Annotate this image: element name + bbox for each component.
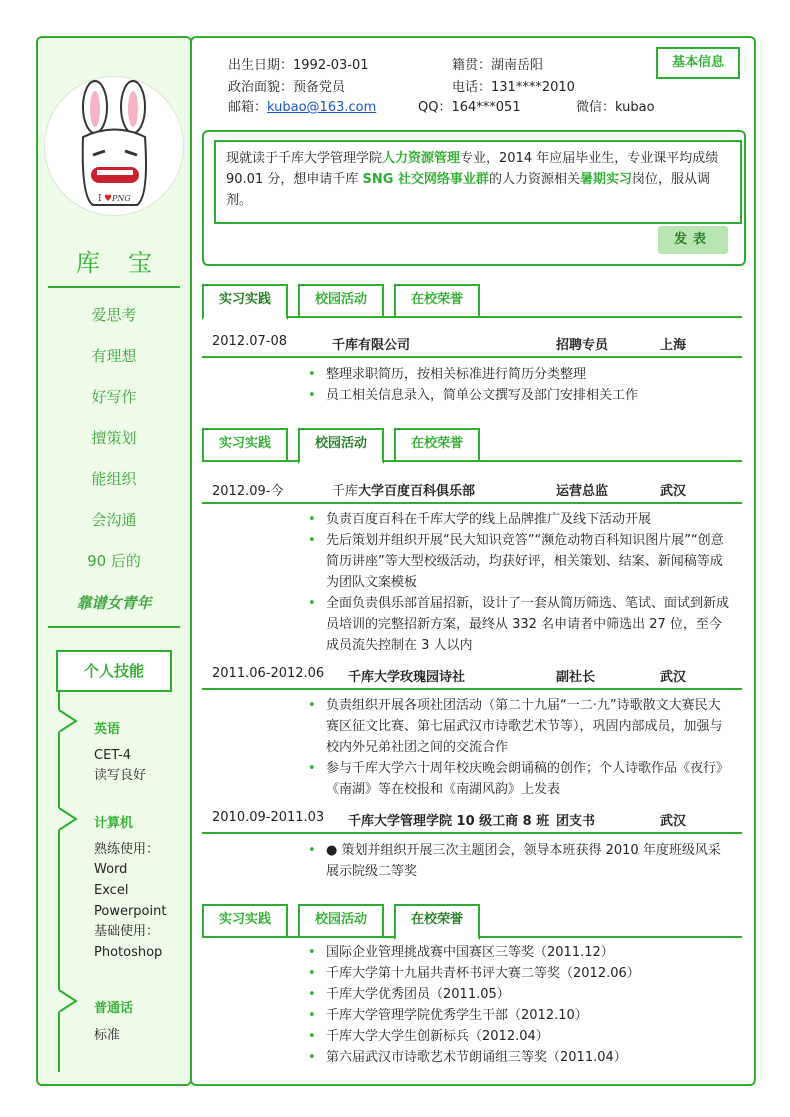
org-prefix: 千库: [332, 484, 359, 499]
trait: 擅策划: [91, 429, 137, 447]
email-row: [228, 96, 376, 115]
tab-campus[interactable]: 校园活动: [298, 284, 384, 318]
list-item: • ● 策划并组织开展三次主题团会，领导本班获得 2010 年度班级风采展示院级二等奖: [304, 840, 732, 882]
skills-title: 个人技能: [56, 650, 172, 692]
org-name: 大学百度百科俱乐部: [358, 484, 476, 499]
list-item: • 国际企业管理挑战赛中国赛区三等奖（2011.12）: [304, 942, 732, 963]
skill-line: 标准: [94, 1028, 121, 1043]
email-label: 邮箱：: [228, 100, 268, 115]
list-item: • 全面负责俱乐部首届招新，设计了一套从简历筛选、笔试、面试到新成员培训的完整招新方案，最终从 332 名申请者中筛选出 27 位，至今成员流失控制在 3 人以内: [304, 593, 732, 656]
skill-line: 基础使用：: [94, 924, 160, 939]
summary-part: 岗位，服从调剂。: [226, 172, 710, 208]
tab-internship[interactable]: 实习实践: [202, 904, 288, 938]
svg-text:♥: ♥: [104, 194, 113, 204]
trait: 能组织: [91, 470, 137, 488]
motto: 靠谱女青年: [76, 594, 152, 612]
publish-button[interactable]: 发表: [658, 226, 728, 254]
entry-date: 2012.09-今: [212, 484, 284, 499]
list-item: • 千库大学管理学院优秀学生干部（2012.10）: [304, 1005, 732, 1026]
entry-org: 千库大学管理学院 10 级工商 8 班: [348, 814, 550, 829]
entry-location: 武汉: [660, 670, 687, 685]
skill-line: Word: [94, 862, 128, 877]
entry-location: 武汉: [660, 484, 687, 499]
timeline-line: [58, 690, 60, 710]
entry-role: 团支书: [556, 814, 596, 829]
entry-underline: [202, 688, 742, 690]
tab-honors[interactable]: 在校荣誉: [394, 428, 480, 462]
entry-role: 招聘专员: [556, 338, 609, 353]
entry-org: 千库有限公司: [332, 338, 411, 353]
svg-text:PNG: PNG: [112, 194, 131, 203]
divider: [48, 626, 180, 628]
bullet-list: [304, 509, 732, 656]
list-item: • 参与千库大学六十周年校庆晚会朗诵稿的创作；个人诗歌作品《夜行》《南湖》等在校报和《南湖风韵》上发表: [304, 758, 732, 800]
profile-name: 库宝: [76, 249, 180, 277]
chevron-right-icon: [58, 710, 88, 732]
entry-underline: [202, 356, 742, 358]
tab-honors[interactable]: 在校荣誉: [394, 904, 480, 940]
bullet-list: [304, 364, 732, 406]
list-item: • 第六届武汉市诗歌艺术节朗诵组三等奖（2011.04）: [304, 1047, 732, 1068]
skill-line: Photoshop: [94, 945, 163, 960]
wechat: 微信：kubao: [576, 100, 655, 115]
qq: QQ：164***051: [418, 100, 521, 115]
summary-highlight: 暑期实习: [579, 172, 632, 187]
chevron-right-icon: [58, 808, 88, 830]
phone: 电话：131****2010: [452, 80, 575, 95]
skill-heading: 普通话: [94, 1001, 134, 1016]
section-tabs-campus: [202, 428, 742, 462]
skill-line: Powerpoint: [94, 904, 167, 919]
email-link[interactable]: kubao@163.com: [267, 100, 377, 115]
entry-date: 2012.07-08: [212, 334, 287, 349]
sidebar: [36, 36, 192, 1086]
tab-campus[interactable]: 校园活动: [298, 904, 384, 938]
trait: 会沟通: [91, 511, 137, 529]
list-item: • 整理求职简历，按相关标准进行简历分类整理: [304, 364, 732, 385]
summary-text: [214, 140, 742, 224]
politics: 政治面貌：预备党员: [228, 80, 346, 95]
birth-date: 出生日期：1992-03-01: [228, 58, 369, 73]
honors-list: [304, 942, 732, 1068]
timeline-line: [58, 830, 60, 990]
list-item: • 负责组织开展各项社团活动（第二十九届“一二·九”诗歌散文大赛民大赛区征文比赛、第七届武汉市诗歌艺术节等），巩固内部成员，加强与校内外兄弟社团之间的交流合作: [304, 695, 732, 758]
entry-header: [202, 808, 742, 832]
skill-line: 读写良好: [94, 768, 147, 783]
list-item: • 千库大学优秀团员（2011.05）: [304, 984, 732, 1005]
entry-role: 副社长: [556, 670, 596, 685]
section-tabs-honors: [202, 904, 742, 938]
entry-header: [202, 664, 742, 688]
list-item: • 千库大学第十九届共青杯书评大赛二等奖（2012.06）: [304, 963, 732, 984]
skill-line: 熟练使用：: [94, 842, 160, 857]
timeline-line: [58, 732, 60, 808]
skill-heading: 英语: [94, 722, 121, 737]
basic-info-tag: 基本信息: [656, 47, 740, 79]
list-item: • 员工相关信息录入，简单公文撰写及部门安排相关工作: [304, 385, 732, 406]
main-panel: [190, 36, 756, 1086]
entry-header: [202, 478, 742, 502]
trait: 爱思考: [91, 306, 137, 324]
skill-heading: 计算机: [94, 816, 134, 831]
bunny-avatar-icon: [45, 77, 183, 215]
summary-part: 的人力资源相关: [488, 172, 580, 187]
bullet-list: [304, 695, 732, 800]
trait: 90 后的: [87, 552, 141, 570]
timeline-line: [58, 1012, 60, 1072]
divider: [48, 286, 180, 288]
bullet-list: [304, 840, 732, 882]
tab-internship[interactable]: 实习实践: [202, 428, 288, 462]
tab-internship[interactable]: 实习实践: [202, 284, 288, 320]
tab-campus[interactable]: 校园活动: [298, 428, 384, 464]
entry-org: [332, 480, 475, 499]
entry-date: 2011.06-2012.06: [212, 666, 325, 681]
svg-text:I: I: [98, 194, 102, 204]
tab-honors[interactable]: 在校荣誉: [394, 284, 480, 318]
summary-box: [202, 130, 746, 266]
summary-part: 现就读于千库大学管理学院: [226, 151, 383, 166]
skill-line: Excel: [94, 883, 129, 898]
origin: 籍贯：湖南岳阳: [452, 58, 544, 73]
trait: 好写作: [91, 388, 137, 406]
list-item: • 负责百度百科在千库大学的线上品牌推广及线下活动开展: [304, 509, 732, 530]
chevron-right-icon: [58, 990, 88, 1012]
entry-location: 上海: [660, 338, 687, 353]
entry-underline: [202, 502, 742, 504]
entry-org: 千库大学玫瑰园诗社: [348, 670, 466, 685]
summary-highlight: SNG 社交网络事业群: [362, 172, 489, 187]
entry-underline: [202, 832, 742, 834]
trait: 有理想: [91, 347, 137, 365]
skill-line: CET-4: [94, 748, 132, 763]
list-item: • 先后策划并组织开展“民大知识竞答”“濒危动物百科知识图片展”“创意简历讲座”等大型校级活动，均获好评，相关策划、结案、新闻稿等成为团队文案模板: [304, 530, 732, 593]
entry-location: 武汉: [660, 814, 687, 829]
avatar: [44, 76, 184, 216]
list-item: • 千库大学大学生创新标兵（2012.04）: [304, 1026, 732, 1047]
entry-role: 运营总监: [556, 484, 609, 499]
entry-header: [202, 332, 742, 356]
summary-part: 专业，2014 年应届毕业生，专业课平均成绩 90.01 分，想申请千库: [226, 151, 719, 187]
summary-highlight: 人力资源管理: [382, 151, 461, 166]
entry-date: 2010.09-2011.03: [212, 810, 325, 825]
section-tabs-internship: [202, 284, 742, 318]
